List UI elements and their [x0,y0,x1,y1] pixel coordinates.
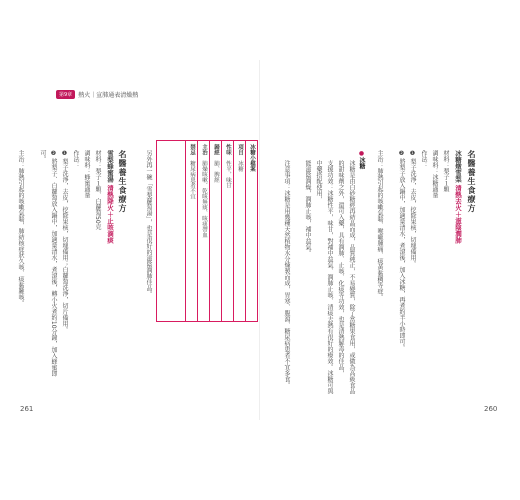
page-number-right: 260 [484,405,498,413]
right-section-title: 名醫養生食療方 [467,150,476,213]
ingredient-line-2: 支援功效：冰糖性平，味甘，對補中益氣、潤肺止咳、清痰去熱有很好的療效。冰糖可與中藥搭配使用， [315,160,333,394]
note-row-2: 歸經 肺、脾經 [209,141,221,321]
left-line-3: 作法： [72,150,79,168]
recipe-subtitle: 清熱降火＋止咳滴痰 [106,184,114,244]
right-line-1: 材料：梨子１顆 [442,150,449,192]
page-number-left: 261 [20,405,34,413]
ingredient-title: ●冰糖 [358,150,365,169]
left-line-6: 主治：肺熱引起的咳嗽氣喘，肺結核症狀久咳、痰黏難咳。 [17,150,24,306]
chapter-title: 熱火｜宣肺通表清燥熱 [78,92,139,99]
right-line-2: 調味料：冰糖適量 [431,150,438,198]
note-box-title: 冰糖小檔案 [245,141,257,321]
note-row-1: 性味 性平，味甘 [221,141,233,321]
right-line-4: ❶ 梨子洗淨，去皮，挖除果核，切塊備用。 [409,150,416,267]
right-line-6: 主治：肺熱引起的咳嗽氣喘、喉嚨腫痛、痰黃黏稠等症。 [376,150,383,300]
note-box [156,140,258,322]
left-recipe-name [104,150,115,243]
left-aside: 另外再一碗「雪梨蘿蔔湯」，也是很好的滋陰潤肺佳品。 [145,150,152,297]
recipe-name: 雪梨蜂蜜湯 [106,150,114,183]
left-line-5: ❷ 將梨子、白蘿蔔放入鍋中，加適量清水，煮滾後，轉小火煮約10分鐘，加入蜂蜜即可。 [39,150,57,377]
ingredient-line-4: 注意事項：冰糖是用幾種天然植物水分煉製而成，胃寒、腹瀉、糖尿病患者不宜多食。 [283,160,290,388]
note-row-4: 禁忌 糖尿病患者不宜 [185,141,197,321]
left-line-4: ❶ 梨子洗淨，去皮，挖除果核，切塊備用；白蘿蔔洗淨，切片備用。 [61,150,68,333]
note-row-3: 主治 肺燥咳嗽、乾咳無痰、咳痰帶血 [197,141,209,321]
page-gutter [259,60,260,420]
left-line-2: 調味料：蜂蜜適量 [83,150,90,198]
bullet-icon: ● [358,150,365,157]
right-line-5: ❷ 將梨子放入鍋中，加適量清水，煮滾後，加入冰糖，再煮約半小時即可。 [398,150,405,351]
recipe-name: 冰糖燉雪梨 [454,150,462,183]
left-line-1: 材料：梨子１顆、白蘿蔔50克 [94,150,101,230]
right-recipe-name [452,150,463,243]
ingredient-line-3: 能滋陰潤燥，潤肺止咳，補中益氣。 [304,160,311,256]
right-line-3: 作法： [420,150,427,168]
recipe-subtitle: 清熱去火＋滋陰潤肺 [454,184,462,244]
chapter-header [56,90,138,99]
note-row-0: 項目 冰糖 [233,141,245,321]
left-section-title: 名醫養生食療方 [118,150,127,213]
chapter-badge: 第9章 [56,90,75,99]
ingredient-line-1: 冰糖是由白砂糖經再結晶而成，品質純正，不易變質，除了當糖果食用，或做為高級食品的甜味劑之外，還可入藥，具有潤肺、止咳、化痰等功效，也是清熱解毒的佳品， [337,160,355,394]
